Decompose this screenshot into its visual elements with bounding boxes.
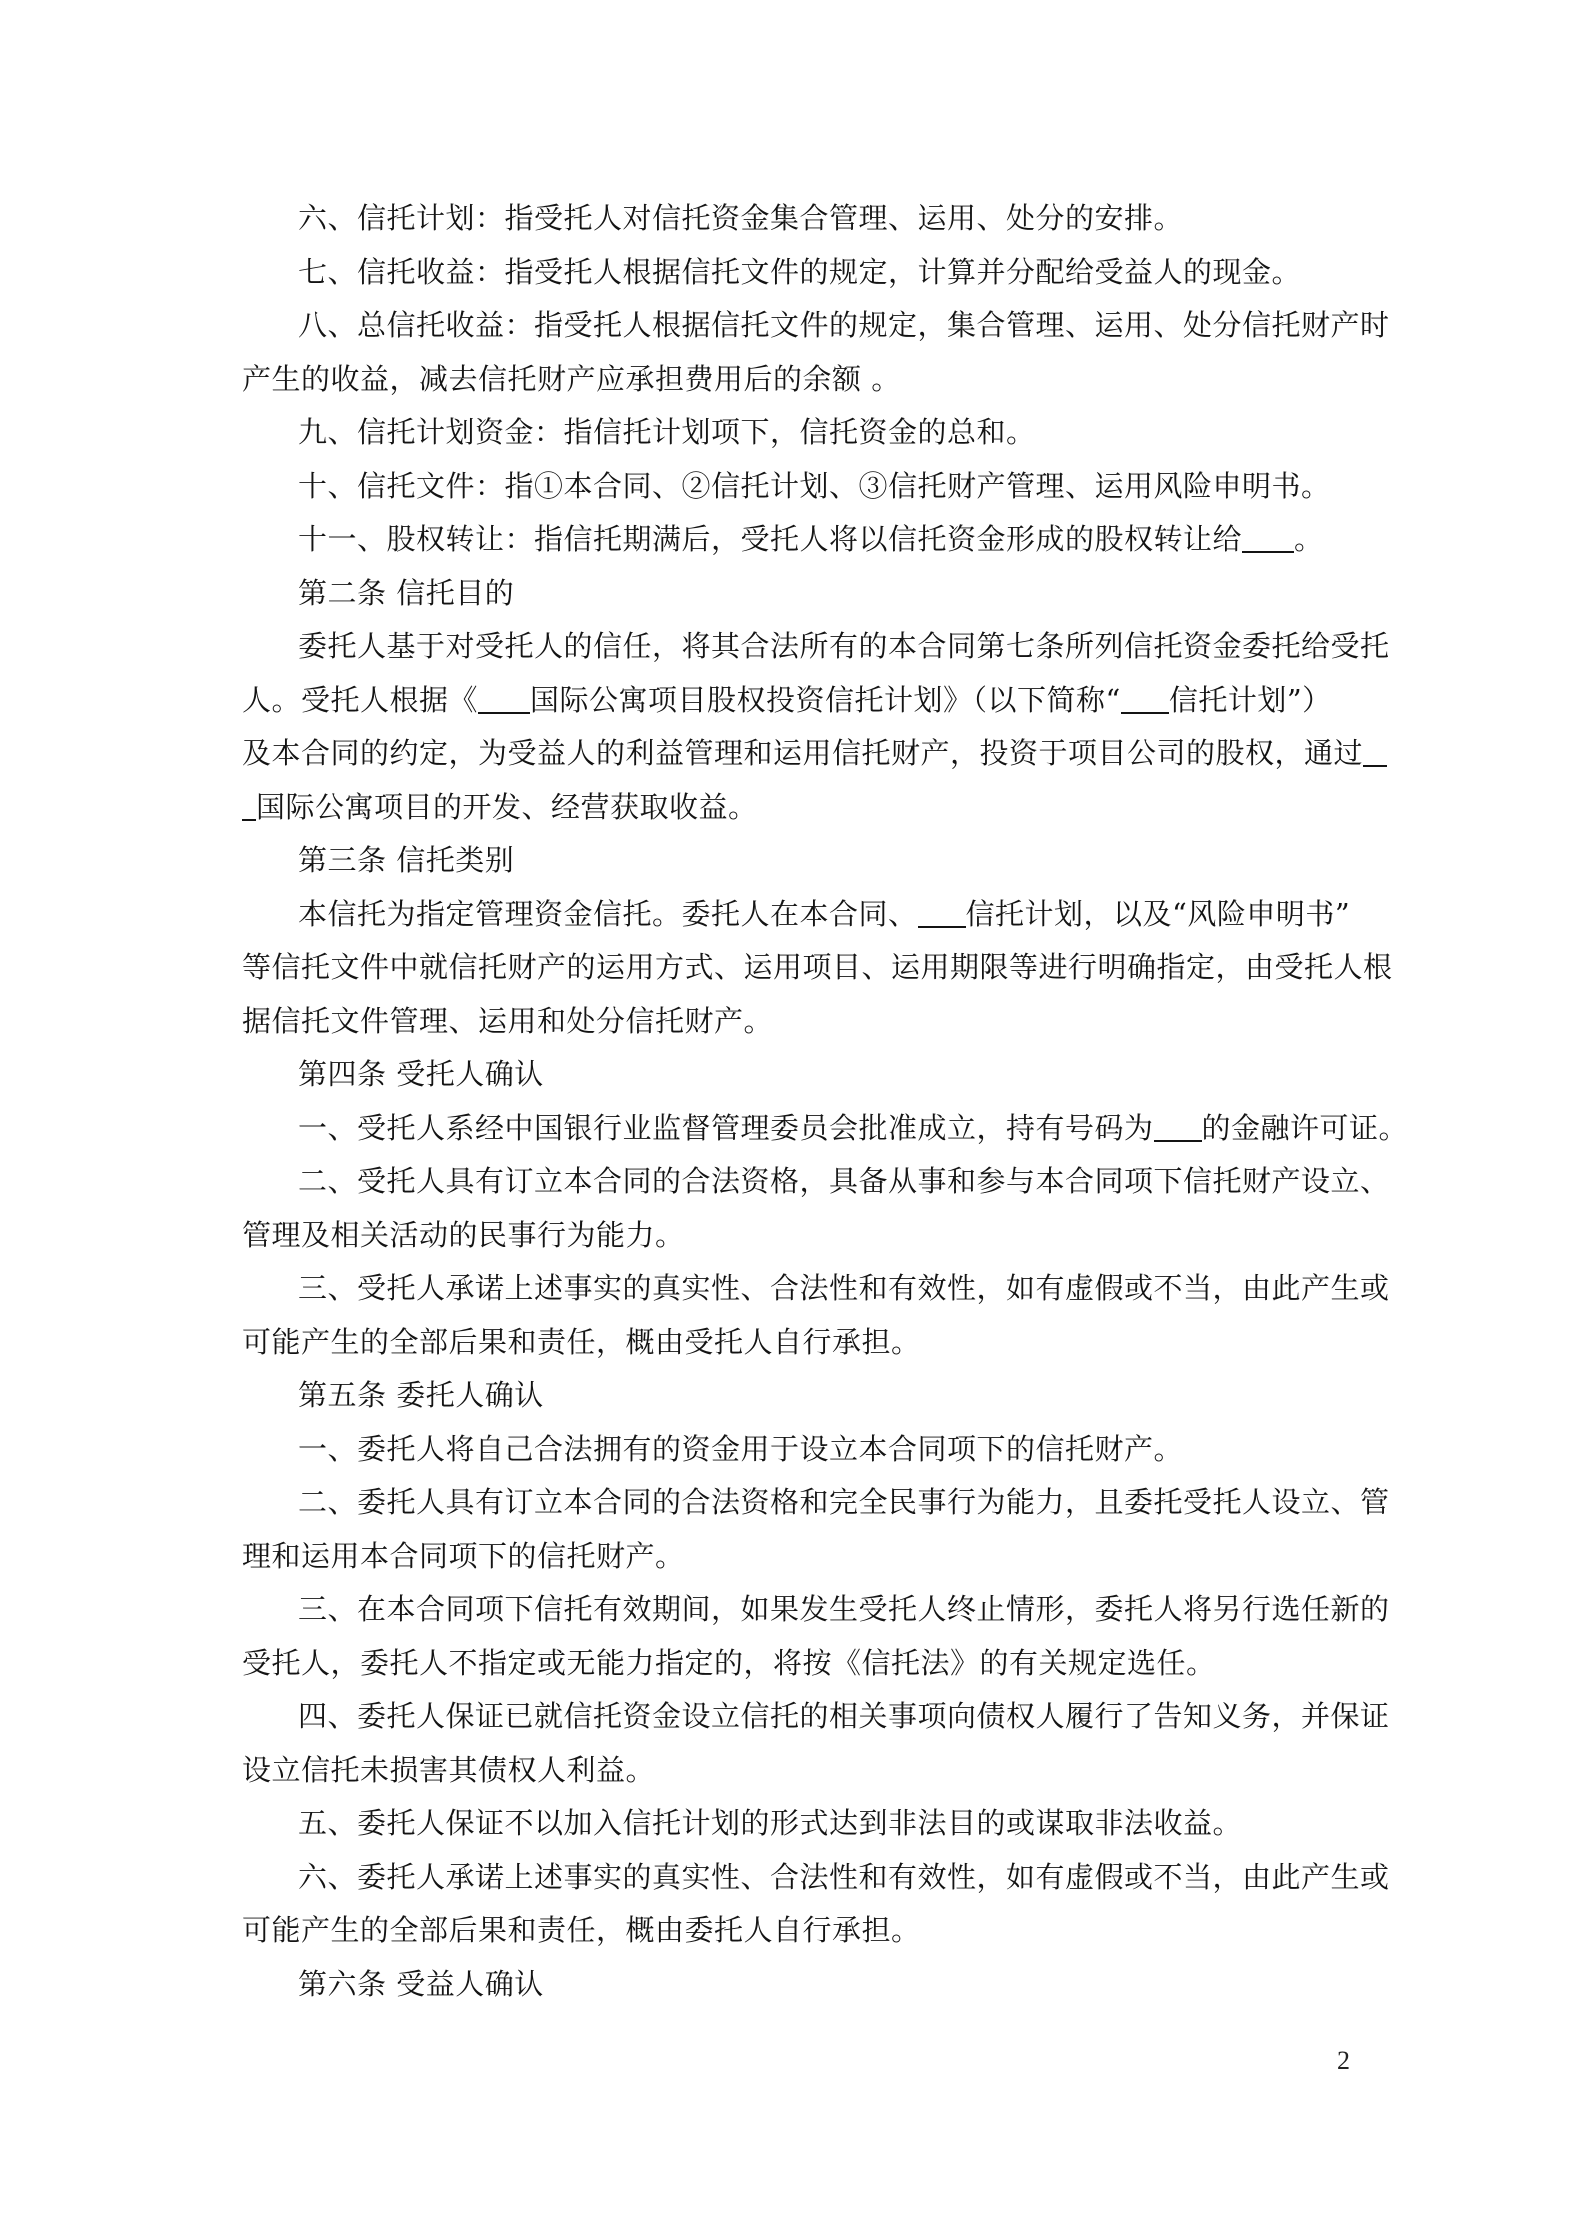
article-4-item-2 bbox=[242, 1155, 1390, 1209]
line-text: 本信托为指定管理资金信托。委托人在本合同、 bbox=[298, 896, 918, 931]
fill-in-blank bbox=[1242, 521, 1294, 553]
article-5-item-3-cont bbox=[242, 1637, 1352, 1691]
line-text: 三、受托人承诺上述事实的真实性、合法性和有效性，如有虚假或不当，由此产生或 bbox=[298, 1271, 1390, 1305]
fill-in-blank bbox=[478, 682, 530, 714]
fill-in-blank bbox=[242, 789, 256, 821]
line-text: 国际公寓项目股权投资信托计划》（以下简称“ bbox=[530, 682, 1121, 717]
article-3-paragraph-cont bbox=[242, 941, 1393, 995]
line-text: 人。受托人根据《 bbox=[242, 682, 479, 717]
article-5-item-2-cont bbox=[242, 1530, 1352, 1584]
article-3-paragraph-cont bbox=[242, 995, 1352, 1049]
heading-text: 第六条 受益人确认 bbox=[298, 1966, 544, 2001]
article-5-item-6-cont bbox=[242, 1904, 1352, 1958]
line-text: 二、受托人具有订立本合同的合法资格，具备从事和参与本合同项下信托财产设立、 bbox=[298, 1164, 1390, 1198]
article-4-item-3-cont bbox=[242, 1316, 1352, 1370]
article-6-heading bbox=[242, 1958, 1352, 2012]
line-text: 委托人基于对受托人的信任，将其合法所有的本合同第七条所列信托资金委托给受托 bbox=[298, 629, 1390, 663]
heading-text: 第五条 委托人确认 bbox=[298, 1378, 544, 1412]
line-text: 三、在本合同项下信托有效期间，如果发生受托人终止情形，委托人将另行选任新的 bbox=[298, 1592, 1390, 1626]
line-text: 七、信托收益：指受托人根据信托文件的规定，计算并分配给受益人的现金。 bbox=[298, 254, 1302, 289]
article-5-item-4-cont bbox=[242, 1744, 1352, 1798]
line-text: 可能产生的全部后果和责任，概由受托人自行承担。 bbox=[242, 1324, 921, 1359]
line-text: 可能产生的全部后果和责任，概由委托人自行承担。 bbox=[242, 1913, 921, 1947]
clause-10-trust-documents bbox=[242, 460, 1352, 514]
article-5-item-1 bbox=[242, 1423, 1352, 1477]
article-3-heading bbox=[242, 834, 1352, 888]
article-4-item-1 bbox=[242, 1102, 1409, 1156]
article-3-paragraph bbox=[242, 888, 1352, 942]
line-text: 二、委托人具有订立本合同的合法资格和完全民事行为能力，且委托受托人设立、管 bbox=[298, 1485, 1390, 1519]
line-text: 产生的收益，减去信托财产应承担费用后的余额 。 bbox=[242, 361, 901, 396]
line-text: 及本合同的约定，为受益人的利益管理和运用信托财产，投资于项目公司的股权，通过 bbox=[242, 736, 1364, 770]
line-text: 十一、股权转让：指信托期满后，受托人将以信托资金形成的股权转让给 bbox=[298, 522, 1243, 556]
line-text: 等信托文件中就信托财产的运用方式、运用项目、运用期限等进行明确指定，由受托人根 bbox=[242, 950, 1393, 984]
clause-9-plan-funds bbox=[242, 406, 1352, 460]
article-2-paragraph-cont bbox=[242, 781, 1352, 835]
article-5-heading bbox=[242, 1369, 1352, 1423]
article-4-item-2-cont bbox=[242, 1209, 1352, 1263]
heading-text: 第二条 信托目的 bbox=[298, 575, 515, 610]
line-text: 信托计划”） bbox=[1168, 682, 1332, 717]
document-body bbox=[242, 192, 1409, 2011]
clause-6-trust-plan bbox=[242, 192, 1352, 246]
clause-7-trust-income bbox=[242, 246, 1352, 300]
line-text: 据信托文件管理、运用和处分信托财产。 bbox=[242, 1003, 774, 1038]
line-text: 信托计划，以及“风险申明书” bbox=[965, 896, 1351, 931]
line-text: 四、委托人保证已就信托资金设立信托的相关事项向债权人履行了告知义务，并保证 bbox=[298, 1699, 1390, 1733]
line-text: 的金融许可证。 bbox=[1201, 1110, 1409, 1145]
heading-text: 第三条 信托类别 bbox=[298, 843, 515, 877]
heading-text: 第四条 受托人确认 bbox=[298, 1057, 544, 1091]
line-text: 设立信托未损害其债权人利益。 bbox=[242, 1752, 656, 1787]
article-4-item-3 bbox=[242, 1262, 1390, 1316]
article-5-item-6 bbox=[242, 1851, 1390, 1905]
fill-in-blank bbox=[1154, 1110, 1202, 1142]
line-text: 。 bbox=[1294, 522, 1324, 556]
article-2-heading bbox=[242, 567, 1352, 621]
article-5-item-2 bbox=[242, 1476, 1390, 1530]
line-text: 十、信托文件：指①本合同、②信托计划、③信托财产管理、运用风险申明书。 bbox=[298, 468, 1331, 503]
line-text: 六、信托计划：指受托人对信托资金集合管理、运用、处分的安排。 bbox=[298, 201, 1184, 235]
line-text: 一、委托人将自己合法拥有的资金用于设立本合同项下的信托财产。 bbox=[298, 1431, 1184, 1466]
article-4-heading bbox=[242, 1048, 1352, 1102]
article-2-paragraph-cont bbox=[242, 674, 1352, 728]
article-5-item-3 bbox=[242, 1583, 1390, 1637]
line-text: 九、信托计划资金：指信托计划项下，信托资金的总和。 bbox=[298, 415, 1036, 449]
line-text: 一、受托人系经中国银行业监督管理委员会批准成立，持有号码为 bbox=[298, 1110, 1154, 1145]
line-text: 八、总信托收益：指受托人根据信托文件的规定，集合管理、运用、处分信托财产时 bbox=[298, 308, 1390, 342]
line-text: 受托人，委托人不指定或无能力指定的，将按《信托法》的有关规定选任。 bbox=[242, 1645, 1216, 1680]
fill-in-blank bbox=[1121, 682, 1169, 714]
line-text: 国际公寓项目的开发、经营获取收益。 bbox=[256, 789, 758, 824]
fill-in-blank bbox=[1363, 735, 1387, 767]
article-5-item-5 bbox=[242, 1797, 1352, 1851]
line-text: 理和运用本合同项下的信托财产。 bbox=[242, 1538, 685, 1573]
clause-8-total-income bbox=[242, 299, 1390, 353]
fill-in-blank bbox=[918, 896, 966, 928]
article-2-paragraph bbox=[242, 620, 1390, 674]
page-number: 2 bbox=[1337, 2046, 1350, 2075]
article-5-item-4 bbox=[242, 1690, 1390, 1744]
article-2-paragraph-cont bbox=[242, 727, 1364, 781]
clause-8-continuation bbox=[242, 353, 1352, 407]
clause-11-equity-transfer bbox=[242, 513, 1352, 567]
line-text: 六、委托人承诺上述事实的真实性、合法性和有效性，如有虚假或不当，由此产生或 bbox=[298, 1859, 1390, 1894]
line-text: 管理及相关活动的民事行为能力。 bbox=[242, 1217, 685, 1252]
line-text: 五、委托人保证不以加入信托计划的形式达到非法目的或谋取非法收益。 bbox=[298, 1806, 1243, 1840]
